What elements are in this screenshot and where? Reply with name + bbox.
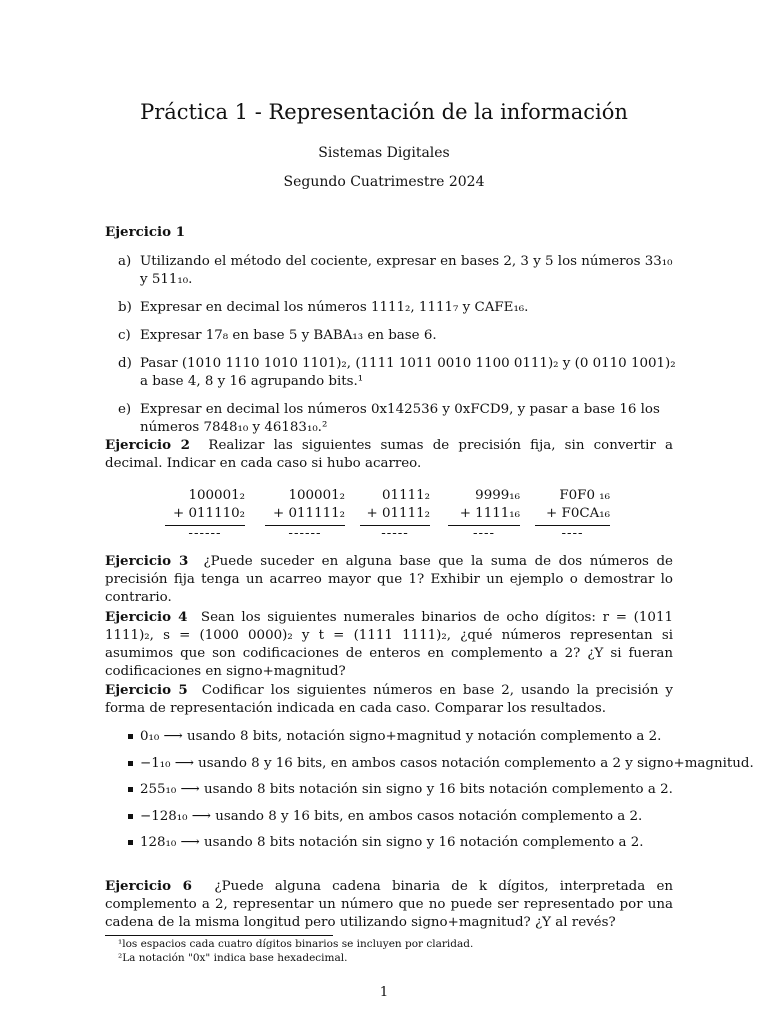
footnote-rule (105, 935, 333, 936)
exercise-6: Ejercicio 6 ¿Puede alguna cadena binaria de k dígitos, interpretada en complemento a 2, representar un número que no puede ser representado por una cadena de la misma longitud pero utilizando signo+magnitud? ¿Y al revés? (105, 878, 674, 930)
footnote-2: ²La notación "0x" indica base hexadecimal. (118, 952, 348, 964)
list-item: −128₁₀ ⟶ usando 8 y 16 bits, en ambos casos notación complemento a 2. (128, 808, 688, 835)
sum-4: 9999₁₆ + 1111₁₆ ---- (448, 487, 520, 542)
page-number: 1 (379, 985, 389, 1000)
exercise-1a: a) Utilizando el método del cociente, expresar en bases 2, 3 y 5 los números 33₁₀ y 511₁₀. (118, 254, 673, 287)
term-label: Segundo Cuatrimestre 2024 (283, 174, 485, 190)
exercise-1-items (118, 253, 678, 447)
sum-2: 100001₂ + 011111₂ ------ (265, 487, 345, 542)
exercise-1c: c) Expresar 17₈ en base 5 y BABA₁₃ en base 6. (118, 328, 437, 343)
sum-3: 01111₂ + 01111₂ ----- (360, 487, 430, 542)
list-item: 128₁₀ ⟶ usando 8 bits notación sin signo y 16 notación complemento a 2. (128, 834, 688, 861)
exercise-1e: e) Expresar en decimal los números 0x142536 y 0xFCD9, y pasar a base 16 los números 7848₁₀ y 46183₁₀.² (118, 402, 660, 435)
list-item: −1₁₀ ⟶ usando 8 y 16 bits, en ambos casos notación complemento a 2 y signo+magnitud. (128, 755, 688, 782)
exercise-5-list (128, 728, 754, 861)
sum-1: 100001₂ + 011110₂ ------ (165, 487, 245, 542)
footnote-1: ¹los espacios cada cuatro dígitos binarios se incluyen por claridad. (118, 938, 474, 950)
exercise-2: Ejercicio 2 Realizar las siguientes sumas de precisión fija, sin convertir a decimal. Indicar en cada caso si hubo acarreo. (105, 437, 673, 471)
exercise-5: Ejercicio 5 Codificar los siguientes números en base 2, usando la precisión y forma de representación indicada en cada caso. Comparar los resultados. (105, 682, 673, 716)
list-item: 255₁₀ ⟶ usando 8 bits notación sin signo y 16 bits notación complemento a 2. (128, 781, 688, 808)
exercise-1b: b) Expresar en decimal los números 1111₂, 1111₇ y CAFE₁₆. (118, 300, 529, 315)
exercise-1-heading: Ejercicio 1 (105, 224, 186, 240)
sum-5: F0F0 ₁₆ + F0CA₁₆ ---- (535, 487, 610, 542)
course-name: Sistemas Digitales (318, 145, 450, 161)
exercise-3: Ejercicio 3 ¿Puede suceder en alguna base que la suma de dos números de precisión fija tenga un acarreo mayor que 1? Exhibir un ejemplo o demostrar lo contrario. (105, 553, 673, 605)
document-title: Práctica 1 - Representación de la información (140, 100, 628, 124)
list-item: 0₁₀ ⟶ usando 8 bits, notación signo+magnitud y notación complemento a 2. (128, 728, 688, 755)
exercise-1d: d) Pasar (1010 1110 1010 1101)₂, (1111 1011 0010 1100 0111)₂ y (0 0110 1001)₂ a base 4, 8 y 16 agrupando bits.¹ (118, 356, 676, 389)
exercise-4: Ejercicio 4 Sean los siguientes numerales binarios de ocho dígitos: r = (1011 1111)₂, s = (1000 0000)₂ y t = (1111 1111)₂, ¿qué números representan si asumimos que son codificaciones de enteros en complemento a 2? ¿Y si fueran codificaciones en signo+magnitud? (105, 609, 673, 679)
